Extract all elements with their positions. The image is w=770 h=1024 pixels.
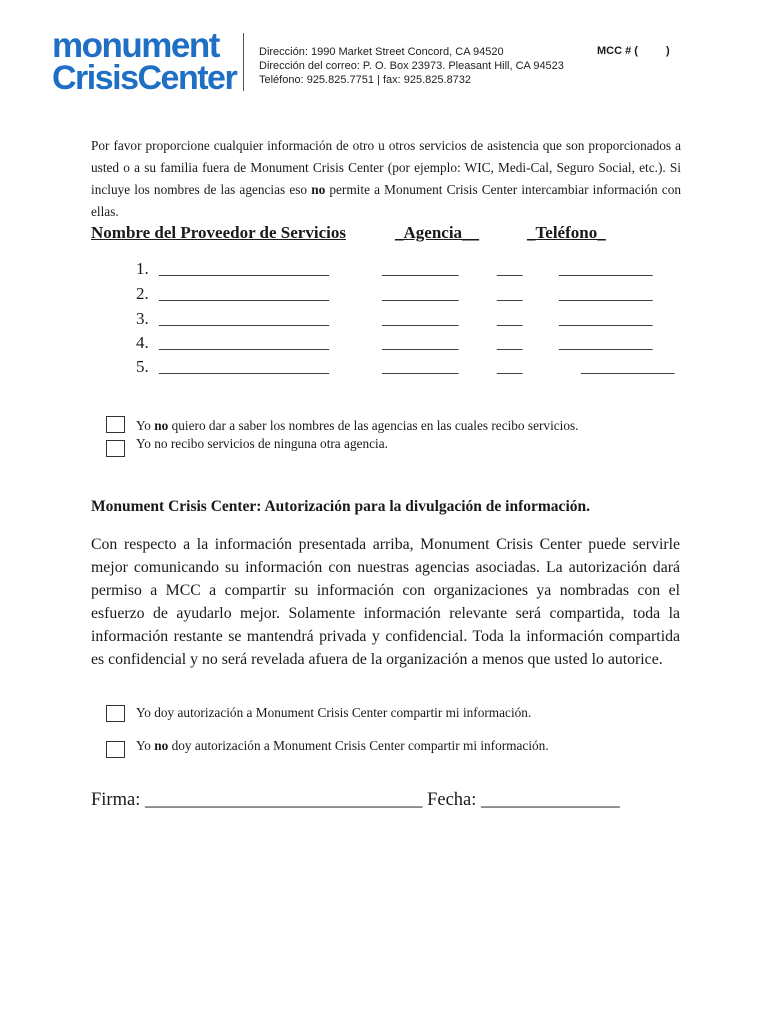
table-row: [0, 357, 770, 381]
fecha-field[interactable]: _______________: [481, 790, 620, 810]
table-row: [0, 309, 770, 333]
fecha-label: Fecha:: [427, 790, 477, 810]
row-number: 5.: [136, 357, 149, 376]
opt1-post: quiero dar a saber los nombres de las agencias en las cuales recibo servicios.: [168, 418, 579, 433]
firma-field[interactable]: ______________________________: [144, 790, 423, 810]
short-field[interactable]: ___: [497, 333, 523, 352]
mcc-label: MCC # (: [597, 45, 638, 57]
table-row: [0, 333, 770, 357]
authorization-body: Con respecto a la información presentada arriba, Monument Crisis Center puede servirle mejor comunicando su información con nuestras agencias asociadas. La autorización dará permiso a MCC a compartir su información con organizaciones ya nombradas con el esfuerzo de ayudarlo mejor. Solamente información relevante será compartida, toda la información restante se mantendrá privada y confidencial. Toda la información compartida es confidencial y no será revelada afuera de la organización a menos que usted lo autorice.: [91, 536, 680, 668]
authorize-yes-label: Yo doy autorización a Monument Crisis Center compartir mi información.: [136, 705, 532, 720]
phone-field[interactable]: ___________: [559, 333, 653, 352]
opt1-bold: no: [154, 418, 169, 433]
agency-field[interactable]: _________: [382, 259, 459, 278]
provider-field[interactable]: ____________________: [159, 309, 329, 328]
short-field[interactable]: ___: [497, 259, 523, 278]
signature-line: [91, 790, 620, 811]
intro-paragraph: [91, 135, 681, 223]
address-line-3: Teléfono: 925.825.7751 | fax: 925.825.8732: [259, 74, 472, 86]
no-post: doy autorización a Monument Crisis Center compartir mi información.: [168, 738, 549, 753]
short-field[interactable]: ___: [497, 284, 523, 303]
authorization-title: Monument Crisis Center: Autorización para la divulgación de información.: [91, 498, 590, 515]
checkbox-no-share-agencies[interactable]: [106, 416, 125, 433]
logo-line1: monument: [52, 26, 219, 65]
row-number: 2.: [136, 284, 149, 303]
no-pre: Yo: [136, 738, 155, 753]
table-row: [0, 284, 770, 308]
opt1-pre: Yo: [136, 418, 155, 433]
provider-field[interactable]: ____________________: [159, 259, 329, 278]
authorize-no-label: [136, 738, 549, 754]
row-number: 4.: [136, 333, 149, 352]
mcc-number: [597, 45, 670, 57]
column-header-agency: _Agencia__: [395, 223, 480, 242]
intro-bold: no: [311, 182, 326, 197]
option-no-share-label: [136, 418, 579, 434]
agency-field[interactable]: _________: [382, 333, 459, 352]
intro-text-1: Por favor proporcione cualquier información de otro u otros servicios de asistencia que son proporcionados a usted o a su familia fuera de Monument Crisis Center (por ejemplo: WIC, Medi-Cal, Seguro Social, etc.). Si incluye los nombres de las agencias eso: [91, 138, 681, 197]
provider-field[interactable]: ____________________: [159, 333, 329, 352]
mcc-close: ): [665, 45, 670, 57]
checkbox-authorize-yes[interactable]: [106, 705, 125, 722]
agency-field[interactable]: _________: [382, 309, 459, 328]
intro-text-2: permite a Monument Crisis Center intercambiar información con ellas.: [91, 182, 681, 219]
phone-field[interactable]: ___________: [581, 357, 675, 376]
checkbox-no-other-services[interactable]: [106, 440, 125, 457]
row-number: 3.: [136, 309, 149, 328]
column-header-provider: Nombre del Proveedor de Servicios: [91, 223, 346, 242]
table-row: [0, 259, 770, 283]
agency-field[interactable]: _________: [382, 357, 459, 376]
address-line-2: Dirección del correo: P. O. Box 23973. Pleasant Hill, CA 94523: [259, 60, 564, 72]
logo-line2: CrisisCenter: [52, 59, 237, 97]
no-bold: no: [154, 738, 169, 753]
short-field[interactable]: ___: [497, 309, 523, 328]
checkbox-authorize-no[interactable]: [106, 741, 125, 758]
short-field[interactable]: ___: [497, 357, 523, 376]
monument-logo: [52, 26, 237, 97]
provider-field[interactable]: ____________________: [159, 357, 329, 376]
row-number: 1.: [136, 259, 149, 278]
phone-field[interactable]: ___________: [559, 259, 653, 278]
agency-field[interactable]: _________: [382, 284, 459, 303]
provider-field[interactable]: ____________________: [159, 284, 329, 303]
phone-field[interactable]: ___________: [559, 309, 653, 328]
address-line-1: Dirección: 1990 Market Street Concord, CA 94520: [259, 46, 504, 58]
firma-label: Firma:: [91, 790, 141, 810]
header-divider: [243, 33, 244, 91]
option-no-services-label: Yo no recibo servicios de ninguna otra agencia.: [136, 436, 388, 451]
phone-field[interactable]: ___________: [559, 284, 653, 303]
column-header-phone: _Teléfono_: [527, 223, 606, 242]
address-block: [259, 45, 564, 87]
